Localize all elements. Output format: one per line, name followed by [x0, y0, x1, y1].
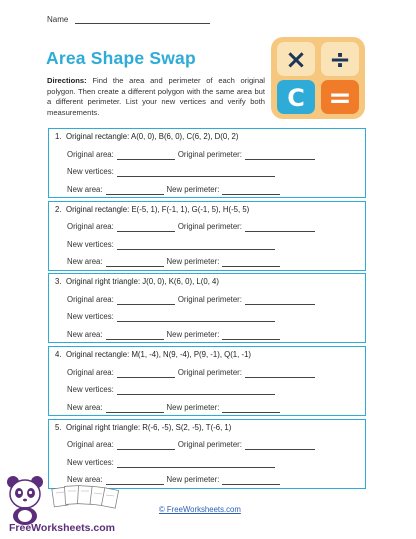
new-perimeter-blank[interactable]: [222, 259, 280, 267]
new-vertices-row: [55, 458, 365, 476]
equals-icon: =: [328, 81, 352, 114]
problem-number: 5.: [55, 422, 62, 432]
new-vertices-blank[interactable]: [117, 242, 275, 250]
problem-prompt: [55, 277, 365, 295]
new-vertices-label: New vertices:: [67, 385, 114, 395]
new-vertices-row: [55, 312, 365, 330]
original-area-blank[interactable]: [117, 152, 175, 160]
new-vertices-blank[interactable]: [117, 387, 275, 395]
problem-number: 1.: [55, 132, 62, 141]
problem-box: [48, 201, 366, 271]
new-vertices-label: New vertices:: [67, 312, 114, 322]
new-perimeter-label: New perimeter:: [166, 402, 220, 412]
problem-box: [48, 273, 366, 343]
panda-mascot-icon: [7, 476, 43, 525]
new-area-label: New area:: [67, 402, 103, 412]
name-blank-line[interactable]: [75, 16, 210, 24]
new-area-label: New area:: [67, 475, 103, 485]
new-vertices-row: [55, 385, 365, 403]
original-area-label: Original area:: [67, 222, 114, 232]
name-label: Name: [47, 15, 69, 24]
new-measurements-row: [55, 257, 365, 275]
original-perimeter-blank[interactable]: [245, 297, 315, 305]
new-area-blank[interactable]: [106, 259, 164, 267]
new-vertices-row: [55, 167, 365, 185]
original-perimeter-blank[interactable]: [245, 224, 315, 232]
original-perimeter-blank[interactable]: [245, 442, 315, 450]
original-area-blank[interactable]: [117, 297, 175, 305]
new-area-label: New area:: [67, 329, 103, 339]
original-area-blank[interactable]: [117, 442, 175, 450]
original-area-label: Original area:: [67, 149, 114, 159]
problem-list: [48, 128, 366, 491]
new-perimeter-blank[interactable]: [222, 187, 280, 195]
new-vertices-row: [55, 240, 365, 258]
new-measurements-row: [55, 330, 365, 348]
problem-number: 4.: [55, 350, 62, 360]
new-perimeter-blank[interactable]: [222, 332, 280, 340]
problem-text: Original rectangle: M(1, -4), N(9, -4), P(9, -1), Q(1, -1): [66, 350, 252, 360]
problem-number: 3.: [55, 277, 62, 287]
new-perimeter-label: New perimeter:: [166, 257, 220, 267]
problem-number: 2.: [55, 204, 62, 214]
copyright-symbol: ©: [159, 505, 165, 514]
problem-text: Original right triangle: R(-6, -5), S(2, -5), T(-6, 1): [66, 422, 232, 432]
new-measurements-row: [55, 403, 365, 421]
original-perimeter-blank[interactable]: [245, 152, 315, 160]
problem-prompt: [55, 132, 365, 150]
problem-box: [48, 346, 366, 416]
new-perimeter-blank[interactable]: [222, 405, 280, 413]
logo-text: FreeWorksheets.com: [9, 522, 116, 534]
original-measurements-row: [55, 440, 365, 458]
problem-text: Original right triangle: J(0, 0), K(6, 0), L(0, 4): [66, 277, 219, 287]
problem-prompt: [55, 423, 365, 441]
new-vertices-label: New vertices:: [67, 167, 114, 176]
new-area-label: New area:: [67, 257, 103, 267]
new-area-blank[interactable]: [106, 332, 164, 340]
new-area-blank[interactable]: [106, 187, 164, 195]
footer-site-link[interactable]: [159, 505, 241, 514]
original-measurements-row: [55, 150, 365, 168]
problem-text: Original rectangle: A(0, 0), B(6, 0), C(6, 2), D(0, 2): [66, 132, 239, 141]
problem-box: [48, 128, 366, 198]
problem-prompt: [55, 205, 365, 223]
original-perimeter-label: Original perimeter:: [177, 222, 242, 232]
original-area-label: Original area:: [67, 367, 114, 377]
directions-lead: Directions:: [47, 76, 87, 85]
new-vertices-blank[interactable]: [117, 460, 275, 468]
divide-icon: ÷: [329, 45, 351, 75]
new-perimeter-blank[interactable]: [222, 477, 280, 485]
original-measurements-row: [55, 295, 365, 313]
original-perimeter-label: Original perimeter:: [177, 294, 242, 304]
new-perimeter-label: New perimeter:: [166, 329, 220, 339]
new-perimeter-label: New perimeter:: [166, 184, 220, 194]
worksheet-thumbnails: [52, 486, 119, 509]
problem-text: Original rectangle: E(-5, 1), F(-1, 1), G(-1, 5), H(-5, 5): [66, 204, 250, 214]
original-area-blank[interactable]: [117, 370, 175, 378]
original-perimeter-label: Original perimeter:: [177, 367, 242, 377]
original-perimeter-label: Original perimeter:: [177, 440, 242, 450]
original-perimeter-label: Original perimeter:: [177, 149, 242, 159]
original-measurements-row: [55, 368, 365, 386]
new-area-label: New area:: [67, 184, 103, 194]
clear-icon: C: [287, 84, 305, 112]
new-vertices-blank[interactable]: [117, 314, 275, 322]
problem-prompt: [55, 350, 365, 368]
new-vertices-blank[interactable]: [117, 169, 275, 177]
new-perimeter-label: New perimeter:: [166, 475, 220, 485]
new-area-blank[interactable]: [106, 405, 164, 413]
freeworksheets-logo: [3, 474, 139, 536]
original-area-label: Original area:: [67, 440, 114, 450]
name-field: [47, 15, 210, 24]
calculator-icon: [270, 36, 366, 120]
new-measurements-row: [55, 185, 365, 203]
worksheet-title: Area Shape Swap: [46, 48, 196, 68]
new-vertices-label: New vertices:: [67, 457, 114, 467]
site-url[interactable]: FreeWorksheets.com: [166, 505, 241, 514]
directions-text: Find the area and perimeter of each original polygon. Then create a different polygon with the same area but a different perimeter. List your new vertices and verify both measurements.: [47, 76, 265, 117]
times-icon: ×: [285, 45, 307, 75]
original-area-blank[interactable]: [117, 224, 175, 232]
original-perimeter-blank[interactable]: [245, 370, 315, 378]
new-vertices-label: New vertices:: [67, 239, 114, 249]
original-area-label: Original area:: [67, 294, 114, 304]
original-measurements-row: [55, 222, 365, 240]
directions: [47, 76, 265, 118]
